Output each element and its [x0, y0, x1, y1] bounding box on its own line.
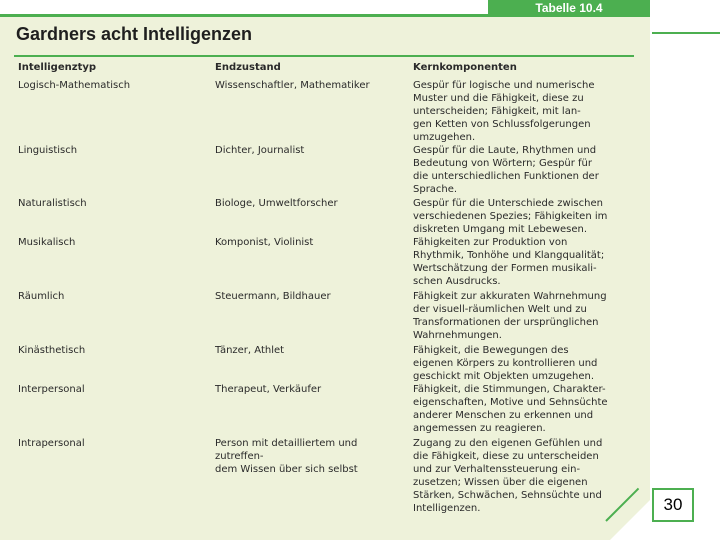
cell-core-components-line: diskreten Umgang mit Lebewesen. [413, 224, 588, 235]
cell-core-components-line: Gespür für die Unterschiede zwischen [413, 198, 603, 209]
cell-core-components-line: eigenschaften, Motive und Sehnsüchte [413, 397, 608, 408]
page-corner-fold [610, 500, 650, 540]
column-header-type: Intelligenztyp [18, 62, 97, 73]
cell-end-state-line: Person mit detailliertem und zutreffen- [215, 438, 358, 462]
cell-core-components-line: geschickt mit Objekten umzugehen. [413, 371, 595, 382]
cell-intelligence-type-line: Kinästhetisch [18, 345, 86, 356]
column-header-core-components: Kernkomponenten [413, 62, 517, 73]
cell-intelligence-type-line: Intrapersonal [18, 438, 85, 449]
cell-intelligence-type [18, 290, 203, 303]
right-accent-line [652, 32, 720, 34]
cell-core-components-line: Muster und die Fähigkeit, diese zu [413, 93, 584, 104]
cell-core-components-line: Wertschätzung der Formen musikali- [413, 263, 597, 274]
cell-core-components-line: Fähigkeit, die Stimmungen, Charakter- [413, 384, 606, 395]
cell-end-state [215, 79, 400, 92]
page-number: 30 [652, 488, 694, 522]
cell-core-components [413, 236, 608, 288]
column-header-end-state: Endzustand [215, 62, 281, 73]
cell-core-components [413, 290, 608, 342]
cell-core-components-line: gen Ketten von Schlussfolgerungen [413, 119, 591, 130]
cell-core-components-line: eigenen Körpers zu kontrollieren und [413, 358, 598, 369]
cell-core-components-line: Zugang zu den eigenen Gefühlen und [413, 438, 603, 449]
cell-intelligence-type [18, 236, 203, 249]
cell-core-components-line: Stärken, Schwächen, Sehnsüchte und [413, 490, 602, 501]
cell-core-components-line: Intelligenzen. [413, 503, 481, 514]
cell-core-components-line: Wahrnehmungen. [413, 330, 502, 341]
cell-end-state-line: Steuermann, Bildhauer [215, 291, 331, 302]
cell-intelligence-type-line: Naturalistisch [18, 198, 87, 209]
cell-end-state-line: Komponist, Violinist [215, 237, 314, 248]
cell-core-components [413, 344, 608, 383]
cell-end-state [215, 383, 400, 396]
table-title: Gardners acht Intelligenzen [16, 24, 253, 44]
cell-intelligence-type-line: Linguistisch [18, 145, 78, 156]
cell-intelligence-type-line: Musikalisch [18, 237, 76, 248]
cell-intelligence-type [18, 383, 203, 396]
cell-core-components [413, 144, 608, 196]
cell-core-components-line: Fähigkeit, die Bewegungen des [413, 345, 569, 356]
cell-intelligence-type-line: Interpersonal [18, 384, 85, 395]
cell-intelligence-type [18, 79, 203, 92]
cell-core-components [413, 79, 608, 144]
cell-core-components-line: Bedeutung von Wörtern; Gespür für [413, 158, 593, 169]
cell-core-components-line: Rhythmik, Tonhöhe und Klangqualität; [413, 250, 605, 261]
cell-core-components-line: die unterschiedlichen Funktionen der [413, 171, 599, 182]
cell-core-components-line: angemessen zu reagieren. [413, 423, 546, 434]
cell-core-components-line: Sprache. [413, 184, 458, 195]
cell-end-state-line: dem Wissen über sich selbst [215, 464, 358, 475]
cell-core-components-line: zusetzen; Wissen über die eigenen [413, 477, 588, 488]
cell-core-components-line: Gespür für die Laute, Rhythmen und [413, 145, 597, 156]
cell-end-state [215, 236, 400, 249]
cell-intelligence-type [18, 437, 203, 450]
cell-end-state [215, 344, 400, 357]
cell-core-components-line: schen Ausdrucks. [413, 276, 501, 287]
cell-core-components-line: die Fähigkeit, diese zu unterscheiden [413, 451, 599, 462]
cell-intelligence-type [18, 344, 203, 357]
cell-end-state [215, 290, 400, 303]
cell-core-components-line: Transformationen der ursprünglichen [413, 317, 599, 328]
cell-end-state-line: Therapeut, Verkäufer [215, 384, 322, 395]
cell-end-state [215, 144, 400, 157]
cell-intelligence-type-line: Logisch-Mathematisch [18, 80, 131, 91]
cell-core-components-line: verschiedenen Spezies; Fähigkeiten im [413, 211, 608, 222]
cell-core-components-line: umzugehen. [413, 132, 476, 143]
cell-core-components-line: anderer Menschen zu erkennen und [413, 410, 594, 421]
cell-end-state-line: Wissenschaftler, Mathematiker [215, 80, 370, 91]
cell-core-components-line: Fähigkeit zur akkuraten Wahrnehmung [413, 291, 607, 302]
cell-core-components-line: unterscheiden; Fähigkeit, mit lan- [413, 106, 581, 117]
cell-core-components-line: Gespür für logische und numerische [413, 80, 595, 91]
cell-intelligence-type [18, 144, 203, 157]
cell-end-state-line: Dichter, Journalist [215, 145, 305, 156]
cell-end-state [215, 437, 400, 476]
cell-intelligence-type-line: Räumlich [18, 291, 65, 302]
cell-core-components [413, 437, 608, 515]
cell-intelligence-type [18, 197, 203, 210]
cell-core-components-line: der visuell-räumlichen Welt und zu [413, 304, 587, 315]
cell-core-components-line: und zur Verhaltenssteuerung ein- [413, 464, 581, 475]
cell-core-components [413, 197, 608, 236]
cell-core-components-line: Fähigkeiten zur Produktion von [413, 237, 568, 248]
cell-end-state [215, 197, 400, 210]
cell-end-state-line: Tänzer, Athlet [215, 345, 285, 356]
title-divider [14, 55, 634, 57]
cell-core-components [413, 383, 608, 435]
cell-end-state-line: Biologe, Umweltforscher [215, 198, 338, 209]
table-number-badge: Tabelle 10.4 [488, 0, 650, 17]
